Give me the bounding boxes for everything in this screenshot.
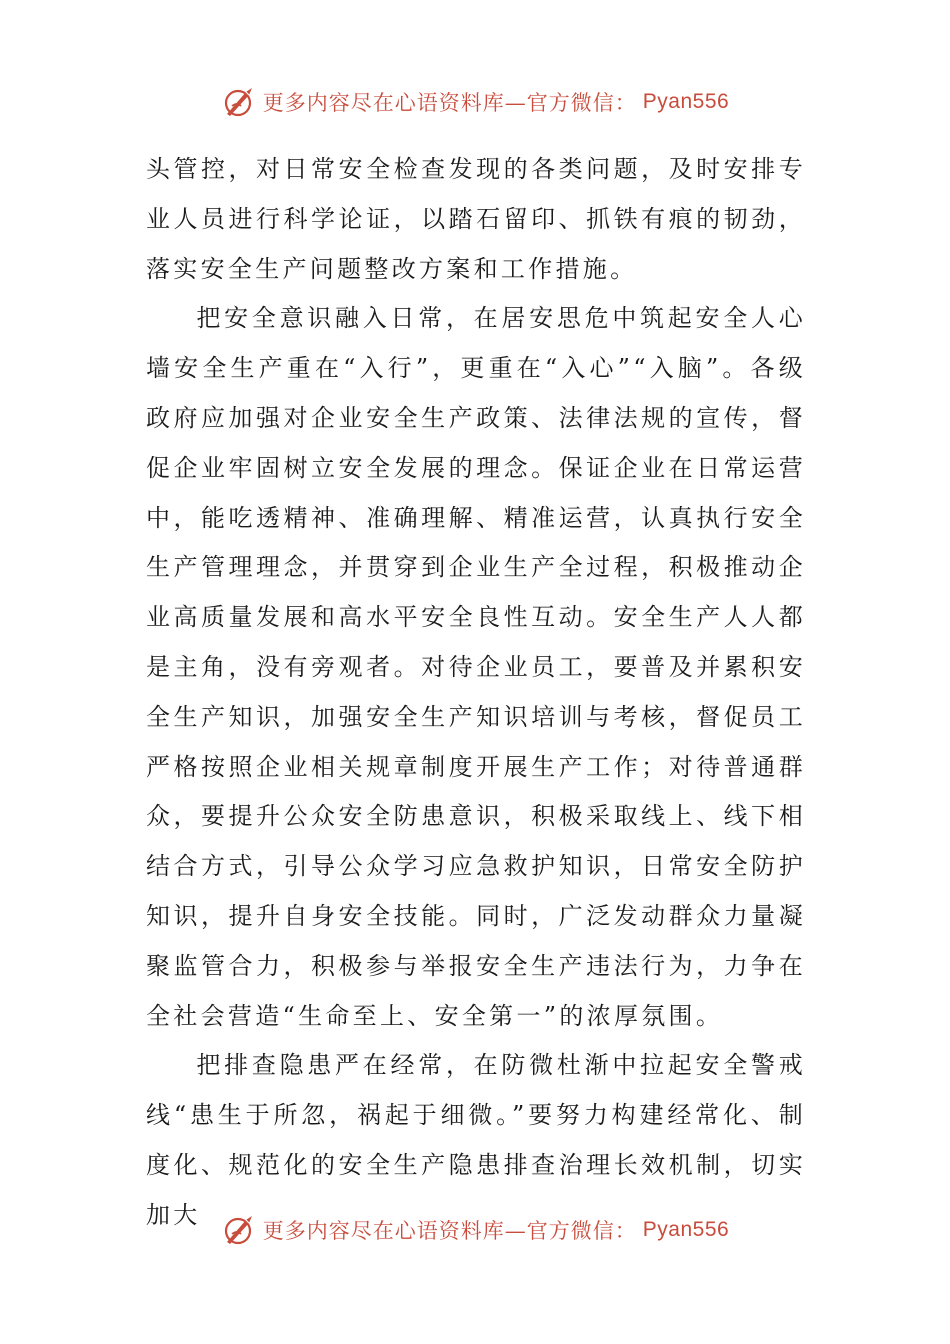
footer-banner-text: 更多内容尽在心语资料库—官方微信： (262, 1219, 637, 1243)
footer-wechat-id: Pyan556 (642, 1218, 730, 1241)
document-body (146, 145, 806, 1241)
header-banner (0, 82, 950, 122)
header-wechat-id: Pyan556 (642, 90, 730, 113)
pen-quill-logo-icon (221, 84, 257, 120)
pen-quill-logo-icon (221, 1212, 257, 1248)
footer-banner (0, 1210, 950, 1250)
paragraph-1: 头管控，对日常安全检查发现的各类问题，及时安排专业人员进行科学论证，以踏石留印、抓铁有痕的韧劲，落实安全生产问题整改方案和工作措施。 (146, 155, 806, 283)
header-banner-text: 更多内容尽在心语资料库—官方微信： (262, 91, 637, 115)
paragraph-3: 把排查隐患严在经常，在防微杜渐中拉起安全警戒线“患生于所忽，祸起于细微。”要努力构建经常化、制度化、规范化的安全生产隐患排查治理长效机制，切实加大 (146, 1051, 806, 1229)
paragraph-2: 把安全意识融入日常，在居安思危中筑起安全人心墙安全生产重在“入行”，更重在“入心”“入脑”。各级政府应加强对企业安全生产政策、法律法规的宣传，督促企业牢固树立安全发展的理念。保证企业在日常运营中，能吃透精神、准确理解、精准运营，认真执行安全生产管理理念，并贯穿到企业生产全过程，积极推动企业高质量发展和高水平安全良性互动。安全生产人人都是主角，没有旁观者。对待企业员工，要普及并累积安全生产知识，加强安全生产知识培训与考核，督促员工严格按照企业相关规章制度开展生产工作；对待普通群众，要提升公众安全防患意识，积极采取线上、线下相结合方式，引导公众学习应急救护知识，日常安全防护知识，提升自身安全技能。同时，广泛发动群众力量凝聚监管合力，积极参与举报安全生产违法行为，力争在全社会营造“生命至上、安全第一”的浓厚氛围。 (146, 304, 806, 1030)
